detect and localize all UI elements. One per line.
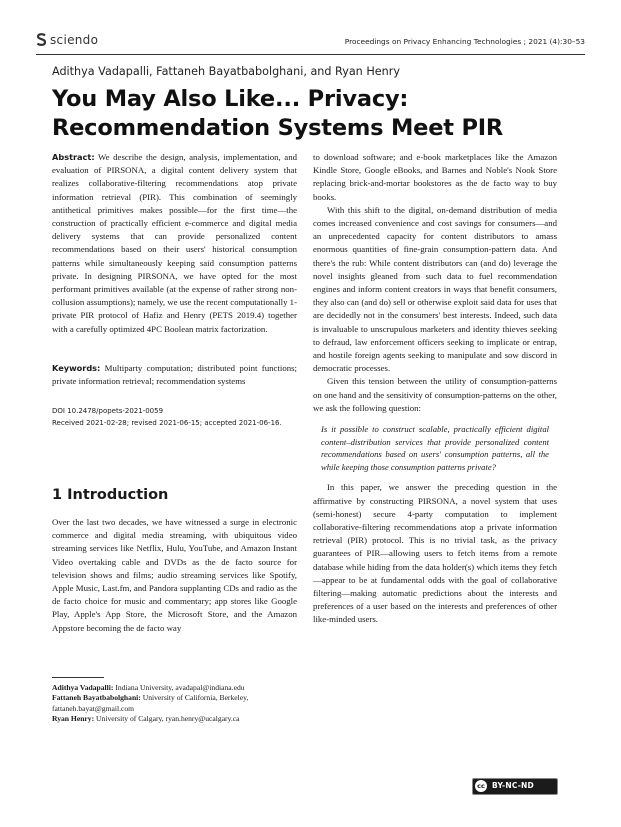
footnote-3: Ryan Henry: University of Calgary, ryan.henry@ucalgary.ca [52, 714, 240, 724]
license-text: BY-NC-ND [492, 781, 534, 790]
keywords-label: Keywords: [52, 363, 101, 373]
cc-license-icon: cc [475, 780, 487, 792]
abstract-label: Abstract: [52, 152, 95, 162]
doi: DOI 10.2478/popets-2021-0059 [52, 407, 164, 415]
footnote-2: Fattaneh Bayatbabolghani: University of California, Berkeley, fattaneh.bayat@gmail.com [52, 693, 249, 713]
keywords [52, 362, 297, 388]
logo-text: sciendo [50, 33, 99, 47]
footnotes [52, 683, 297, 725]
intro-paragraph [52, 516, 297, 635]
paper-title: You May Also Like... Privacy: Recommendation Systems Meet PIR [52, 86, 504, 141]
paragraph-3: Given this tension between the utility of consumption-patterns on one hand and the sensitivity of consumption-patterns on the other, we ask the following question: [313, 376, 557, 413]
footnote-1: Adithya Vadapalli: Indiana University, avadapal@indiana.edu [52, 683, 245, 692]
publisher-logo [36, 33, 98, 47]
paragraph-2: With this shift to the digital, on-demand distribution of media comes increased convenience and cost savings for consumers—and an unprecedented capacity for content distributors to amass enormous quantities of fine-grain consumption-pattern data. And there's the rub: While content distributors can (and do) leverage the novel insights gleaned from such data to fuel recommendation engines and inform content creators in ways that benefit consumers, they also can (and do) sell or otherwise exploit said data for uses that are decidedly not in the consumers' best interests. Indeed, such data is invaluable to unscrupulous marketers and identity thieves seeking to defraud, law enforcement officers seeking to implicate or entrap, and hostile foreign agents seeking to manipulate and sow discord in democratic processes. [313, 204, 557, 374]
header-rule [36, 54, 585, 55]
intro-text: Over the last two decades, we have witnessed a surge in electronic commerce and digital media streaming, with ubiquitous video streaming services like Netflix, Hulu, YouTube, and Amazon Instant Video overtaking cable and DVDs as the de facto source for television shows and films; audio streaming services like Spotify, Apple Music, Last.fm, and Pandora supplanting CDs and radio as the de facto choice for music and commentary; app stores like Google Play, Apple's App Store, the Microsoft Store, and the Amazon Appstore becoming the de facto way [52, 517, 297, 633]
paragraph-1: to download software; and e-book marketplaces like the Amazon Kindle Store, Google eBooks, and Barnes and Noble's Nook Store replacing brick-and-mortar bookstores as the de facto way to buy books. [313, 152, 557, 202]
author-list: Adithya Vadapalli, Fattaneh Bayatbabolghani, and Ryan Henry [52, 65, 400, 78]
right-column [313, 151, 557, 627]
received-dates: Received 2021-02-28; revised 2021-06-15; accepted 2021-06-16. [52, 419, 282, 427]
abstract-text: We describe the design, analysis, implementation, and evaluation of PIRSONA, a digital content delivery system that realizes collaborative-filtering recommendations atop private information retrieval (PIR). This combination of seemingly antithetical primitives makes possible—for the first time—the construction of practically efficient e-commerce and digital media delivery systems that can provide personalized content recommendations based on their users' historical consumption patterns while simultaneously keeping said consumption patterns private. In designing PIRSONA, we have opted for the most performant primitives available (at the expense of rather strong non-collusion assumptions); namely, we use the recent computationally 1-private PIR protocol of Hafiz and Henry (PETS 2019.4) together with a carefully optimized 4PC Boolean matrix factorization. [52, 152, 298, 334]
keywords-text: Multiparty computation; distributed point functions; private information retrieval; recommendation systems [52, 363, 297, 387]
cc-license-badge[interactable] [472, 778, 558, 795]
research-question: Is it possible to construct scalable, practically efficient digital content–distribution services that provide personalized content recommendations based on users' consumption patterns, all the while keeping those consumption patterns private? [321, 424, 549, 472]
journal-header: Proceedings on Privacy Enhancing Technologies ; 2021 (4):30–53 [344, 37, 585, 46]
abstract [52, 151, 297, 336]
sciendo-logo-icon [36, 33, 47, 46]
footnote-rule [52, 677, 104, 678]
section-heading-introduction: 1 Introduction [52, 487, 169, 503]
paragraph-4: In this paper, we answer the preceding question in the affirmative by constructing PIRSONA, a novel system that uses (semi-honest) secure 4-party computation to implement collaborative-filtering recommendations atop a private information retrieval (PIR) protocol. This is no trivial task, as the privacy guarantees of PIR—allowing users to fetch items from a remote database while hiding from the data holder(s) which items they fetch—appear to be at fundamental odds with the goal of collaborative filtering—making automatic predictions about the interests and preferences of a user based on the interests and preferences of other like-minded users. [313, 482, 557, 625]
